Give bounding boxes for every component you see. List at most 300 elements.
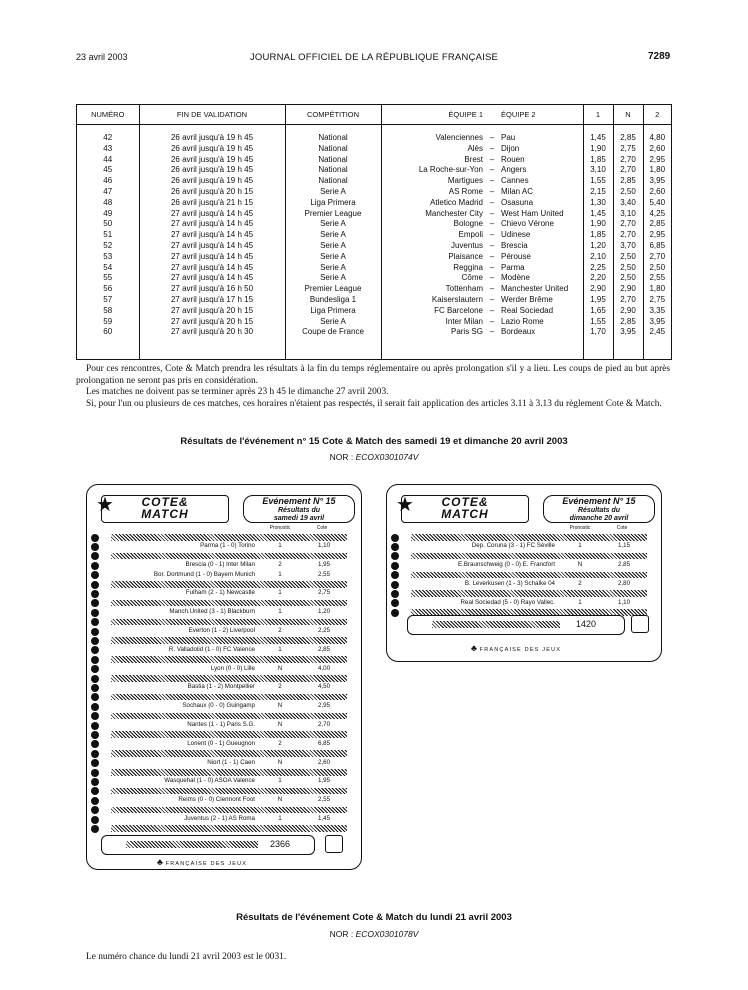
cell-fin-validation: 27 avril jusqu'à 20 h 15 — [139, 317, 285, 328]
hatched-row — [111, 619, 347, 626]
ticket-row — [103, 824, 351, 833]
cell-odds-n: 2,70 — [613, 295, 643, 306]
cote-match-logo — [396, 494, 529, 523]
cell-equipe2: Werder Brême — [501, 294, 553, 304]
cote: 2,60 — [317, 758, 331, 766]
cell-odds-1: 1,85 — [583, 155, 613, 166]
clover-icon: ♣ — [471, 643, 477, 653]
cell-equipe1: Atletico Madrid — [381, 198, 487, 209]
cell-equipe1: FC Barcelone — [381, 306, 487, 317]
cote: 1,95 — [317, 561, 331, 569]
table-row — [77, 295, 671, 306]
ticket-row — [403, 533, 651, 542]
cell-competition: National — [285, 155, 381, 166]
prono: 1 — [578, 542, 582, 550]
nor-reference-2 — [0, 929, 748, 939]
cell-competition: Serie A — [285, 317, 381, 328]
cell-dash: – — [489, 230, 495, 240]
match-result: Lorient (0 - 1) Gueugnon — [187, 739, 255, 747]
cell-odds-1: 1,95 — [583, 295, 613, 306]
row-bullet — [391, 562, 399, 570]
ticket-row — [103, 674, 351, 683]
cell-equipe2: Manchester United — [501, 284, 569, 294]
cote: 6,85 — [317, 739, 331, 747]
ticket-row — [103, 542, 351, 551]
ticket-row — [103, 730, 351, 739]
event-sub-2: dimanche 20 avril — [569, 514, 629, 522]
row-bullet — [91, 562, 99, 570]
cell-equipe1: Empoli — [381, 230, 487, 241]
cell-competition: National — [285, 176, 381, 187]
ticket-row — [103, 787, 351, 796]
cote: 2,95 — [317, 702, 331, 710]
cell-numero: 52 — [103, 240, 113, 250]
row-bullet — [91, 825, 99, 833]
cell-equipe1: Tottenham — [381, 284, 487, 295]
cote: 2,85 — [317, 645, 331, 653]
ticket-code: 2366 — [270, 839, 291, 849]
cell-equipe2: Modène — [501, 273, 530, 283]
match-result: R. Valladolid (1 - 0) FC Valence — [168, 645, 255, 653]
cell-odds-n: 2,70 — [613, 165, 643, 176]
prono: N — [277, 664, 283, 672]
cell-competition: Serie A — [285, 241, 381, 252]
table-row — [77, 284, 671, 295]
cell-equipe2: Bordeaux — [501, 327, 536, 337]
cell-equipe1: Paris SG — [381, 327, 487, 338]
nor-reference-1 — [0, 452, 748, 462]
row-bullet — [91, 684, 99, 692]
cell-competition: National — [285, 165, 381, 176]
row-bullet — [391, 581, 399, 589]
prono: N — [577, 561, 583, 569]
hatched-row — [411, 572, 647, 579]
section-title-monday: Résultats de l'événement Cote & Match du lundi 21 avril 2003 — [236, 912, 512, 923]
cell-dash: – — [489, 133, 495, 142]
cell-odds-2: 3,95 — [643, 176, 671, 187]
cell-numero: 44 — [103, 154, 113, 164]
row-bullet — [91, 599, 99, 607]
cell-equipe2: Rouen — [501, 154, 525, 164]
cell-fin-validation: 27 avril jusqu'à 17 h 15 — [139, 295, 285, 306]
ticket-row — [103, 655, 351, 664]
cell-odds-n: 2,70 — [613, 155, 643, 166]
star-icon: ★ — [96, 494, 115, 516]
cell-odds-n: 2,50 — [613, 252, 643, 263]
table-row — [77, 176, 671, 187]
cell-dash: – — [489, 219, 495, 229]
prono: 1 — [278, 570, 282, 578]
col-header-numero: NUMÉRO — [77, 105, 139, 125]
logo-line-2: MATCH — [141, 507, 189, 521]
cell-numero: 54 — [103, 262, 113, 272]
cell-dash: – — [489, 143, 495, 153]
cell-odds-1: 1,20 — [583, 241, 613, 252]
col-prono: Pronostic — [269, 525, 291, 531]
cell-competition: Serie A — [285, 187, 381, 198]
hatched-row — [111, 675, 347, 682]
cell-fin-validation: 26 avril jusqu'à 20 h 15 — [139, 187, 285, 198]
clover-icon: ♣ — [157, 857, 163, 867]
cell-odds-1: 2,20 — [583, 273, 613, 284]
row-bullet — [91, 712, 99, 720]
cell-odds-2: 2,60 — [643, 144, 671, 155]
cell-numero: 57 — [103, 294, 113, 304]
row-bullet — [91, 618, 99, 626]
prono: 2 — [578, 580, 582, 587]
ticket-row — [403, 580, 651, 589]
cell-equipe2: Angers — [501, 165, 527, 175]
cell-odds-n: 2,70 — [613, 230, 643, 241]
cell-competition: Premier League — [285, 284, 381, 295]
cell-odds-2: 2,60 — [643, 187, 671, 198]
event-box — [243, 495, 355, 523]
table-row — [77, 263, 671, 274]
cote-match-logo — [96, 494, 229, 523]
cell-fin-validation: 27 avril jusqu'à 14 h 45 — [139, 263, 285, 274]
cell-equipe1: Juventus — [381, 241, 487, 252]
match-result: Sochaux (0 - 0) Guingamp — [182, 702, 255, 710]
row-bullet — [91, 797, 99, 805]
cell-fin-validation: 26 avril jusqu'à 21 h 15 — [139, 198, 285, 209]
cell-odds-1: 1,85 — [583, 230, 613, 241]
cell-odds-2: 2,95 — [643, 230, 671, 241]
ticket-row — [103, 561, 351, 570]
hatched-row — [111, 807, 347, 814]
event-title: Evénement N° 15 — [262, 496, 336, 506]
ticket-row — [103, 815, 351, 824]
ticket-row — [103, 683, 351, 692]
row-bullet — [91, 675, 99, 683]
col-cote: Cote — [616, 525, 628, 531]
cell-odds-1: 3,10 — [583, 165, 613, 176]
cell-equipe1: Kaiserslautern — [381, 295, 487, 306]
row-bullet — [391, 571, 399, 579]
cell-competition: Liga Primera — [285, 198, 381, 209]
cell-competition: Serie A — [285, 263, 381, 274]
hatched-row — [111, 769, 347, 776]
row-bullet — [91, 787, 99, 795]
match-result: Bor. Dortmund (1 - 0) Bayern Munich — [153, 570, 255, 578]
fdj-footer — [157, 857, 247, 867]
cell-odds-n: 2,85 — [613, 176, 643, 187]
cell-odds-n: 2,90 — [613, 306, 643, 317]
cote: 2,55 — [317, 796, 331, 804]
cell-numero: 46 — [103, 176, 113, 186]
hatched-row — [111, 600, 347, 607]
ticket-row — [103, 580, 351, 589]
cell-odds-n: 2,85 — [613, 317, 643, 328]
cell-odds-1: 2,15 — [583, 187, 613, 198]
cell-dash: – — [489, 262, 495, 272]
cell-odds-2: 3,95 — [643, 317, 671, 328]
prono: 1 — [278, 815, 282, 822]
cell-equipe1: Manchester City — [381, 209, 487, 220]
row-bullet — [391, 599, 399, 607]
fdj-footer — [471, 643, 561, 653]
cell-dash: – — [489, 294, 495, 304]
cell-equipe1: AS Rome — [381, 187, 487, 198]
ticket-saturday — [86, 484, 362, 870]
cell-fin-validation: 26 avril jusqu'à 19 h 45 — [139, 125, 285, 144]
logo-line-1: COTE& — [141, 495, 189, 509]
prono: 2 — [278, 739, 282, 747]
cell-numero: 53 — [103, 251, 113, 261]
prono: 2 — [278, 683, 282, 691]
col-prono: Pronostic — [569, 525, 591, 531]
cell-odds-1: 1,55 — [583, 176, 613, 187]
table-row — [77, 317, 671, 328]
cell-fin-validation: 27 avril jusqu'à 14 h 45 — [139, 252, 285, 263]
cell-odds-n: 2,50 — [613, 187, 643, 198]
cote: 2,55 — [317, 570, 331, 578]
prono: 1 — [278, 589, 282, 597]
hatched-row — [111, 713, 347, 720]
cell-odds-n: 3,95 — [613, 327, 643, 338]
cell-numero: 47 — [103, 186, 113, 196]
match-result: Niort (1 - 1) Caen — [207, 758, 255, 766]
cell-odds-1: 1,45 — [583, 209, 613, 220]
row-bullet — [91, 609, 99, 617]
cell-equipe2: Chievo Vérone — [501, 219, 554, 229]
hatched-row — [411, 553, 647, 560]
match-result: Nantes (1 - 1) Paris S.G. — [187, 721, 255, 728]
cell-dash: – — [489, 316, 495, 326]
cell-dash: – — [489, 305, 495, 315]
hatched-row — [111, 637, 347, 644]
cell-odds-2: 2,50 — [643, 263, 671, 274]
row-bullet — [91, 703, 99, 711]
row-bullet — [391, 609, 399, 617]
terminal-icon — [631, 615, 649, 633]
event-sub-2: samedi 19 avril — [273, 514, 325, 522]
row-bullet — [91, 571, 99, 579]
hatched-row — [111, 581, 347, 588]
cell-fin-validation: 26 avril jusqu'à 19 h 45 — [139, 165, 285, 176]
terminal-icon — [325, 835, 343, 853]
row-bullet — [91, 750, 99, 758]
odds-table — [76, 104, 672, 360]
col-header-n: N — [613, 105, 643, 125]
ticket-sunday — [386, 484, 662, 662]
row-bullet — [91, 590, 99, 598]
match-result: Real Sociedad (5 - 0) Rayo Vallec. — [460, 598, 555, 606]
cell-competition: Bundesliga 1 — [285, 295, 381, 306]
row-bullet — [91, 806, 99, 814]
cote: 1,10 — [317, 542, 331, 550]
cell-fin-validation: 26 avril jusqu'à 19 h 45 — [139, 144, 285, 155]
match-result: Reims (0 - 0) Clermont Foot — [178, 796, 255, 804]
cell-numero: 45 — [103, 165, 113, 175]
cote: 2,80 — [617, 580, 631, 587]
cell-odds-1: 2,90 — [583, 284, 613, 295]
hatched-row — [111, 788, 347, 795]
cell-odds-2: 2,45 — [643, 327, 671, 338]
cell-numero: 58 — [103, 305, 113, 315]
row-bullet — [391, 590, 399, 598]
table-row — [77, 198, 671, 209]
cell-numero: 42 — [103, 133, 113, 142]
cell-odds-2: 2,55 — [643, 273, 671, 284]
ticket-row — [103, 712, 351, 721]
code-hatch — [126, 841, 258, 848]
row-bullet — [91, 656, 99, 664]
match-result: Brescia (0 - 1) Inter Milan — [185, 561, 255, 569]
ticket-row — [103, 777, 351, 786]
row-bullet — [91, 543, 99, 551]
match-result: Dep. Coruna (3 - 1) FC Séville — [471, 542, 555, 550]
cell-competition: Coupe de France — [285, 327, 381, 338]
row-bullet — [91, 637, 99, 645]
cell-equipe1: Alès — [381, 144, 487, 155]
cell-odds-2: 2,75 — [643, 295, 671, 306]
ticket-row — [103, 608, 351, 617]
row-bullet — [91, 646, 99, 654]
cell-dash: – — [489, 240, 495, 250]
hatched-row — [111, 534, 347, 541]
cell-fin-validation: 27 avril jusqu'à 14 h 45 — [139, 209, 285, 220]
logo-line-1: COTE& — [441, 495, 489, 509]
ticket-row — [103, 627, 351, 636]
ticket-row — [403, 552, 651, 561]
row-bullet — [91, 552, 99, 560]
row-bullet — [91, 693, 99, 701]
match-result: Wasquehal (1 - 0) ASOA Valence — [164, 777, 255, 785]
ticket-row — [103, 693, 351, 702]
cell-numero: 55 — [103, 273, 113, 283]
cell-odds-2: 4,25 — [643, 209, 671, 220]
cell-odds-2: 2,95 — [643, 155, 671, 166]
cell-odds-n: 3,10 — [613, 209, 643, 220]
logo-line-2: MATCH — [441, 507, 489, 521]
cell-odds-1: 1,90 — [583, 219, 613, 230]
prono: 2 — [278, 561, 282, 569]
ticket-row — [103, 759, 351, 768]
cote: 1,10 — [617, 598, 631, 606]
ticket-row — [103, 636, 351, 645]
ticket-row — [403, 571, 651, 580]
table-row — [77, 187, 671, 198]
cell-equipe1: Plaisance — [381, 252, 487, 263]
cell-equipe2: Pérouse — [501, 251, 531, 261]
table-row — [77, 241, 671, 252]
ticket-row — [103, 806, 351, 815]
cote: 4,00 — [317, 664, 331, 672]
row-bullet — [91, 722, 99, 730]
cell-numero: 48 — [103, 197, 113, 207]
cell-odds-2: 4,80 — [643, 125, 671, 144]
ticket-row — [103, 702, 351, 711]
cell-dash: – — [489, 154, 495, 164]
cell-dash: – — [489, 284, 495, 294]
prono: N — [277, 758, 283, 766]
prono: N — [277, 702, 283, 710]
cell-odds-n: 2,70 — [613, 219, 643, 230]
row-bullet — [91, 581, 99, 589]
cell-odds-2: 5,40 — [643, 198, 671, 209]
table-row — [77, 219, 671, 230]
match-result: Juventus (2 - 1) AS Roma — [184, 815, 255, 822]
hatched-row — [111, 825, 347, 832]
cell-equipe2: Brescia — [501, 240, 528, 250]
cell-odds-2: 3,35 — [643, 306, 671, 317]
section-title-event-15: Résultats de l'événement n° 15 Cote & Match des samedi 19 et dimanche 20 avril 2003 — [180, 436, 568, 447]
lucky-number-text: Le numéro chance du lundi 21 avril 2003 est le 0031. — [86, 952, 287, 962]
ticket-row — [103, 768, 351, 777]
cell-odds-n: 2,85 — [613, 125, 643, 144]
col-header-fin-validation: FIN DE VALIDATION — [139, 105, 285, 125]
cell-odds-n: 3,40 — [613, 198, 643, 209]
col-cote: Cote — [316, 525, 328, 531]
ticket-code: 1420 — [576, 619, 597, 629]
ticket-row — [103, 796, 351, 805]
row-bullet — [391, 534, 399, 542]
ticket-row — [103, 749, 351, 758]
match-result: Everton (1 - 2) Liverpool — [188, 627, 255, 634]
match-result: Lyon (0 - 0) Lille — [210, 664, 255, 672]
cell-equipe2: Osasuna — [501, 197, 534, 207]
cell-numero: 50 — [103, 219, 113, 229]
cell-equipe1: Martigues — [381, 176, 487, 187]
prono: 1 — [278, 777, 282, 785]
ticket-row — [103, 589, 351, 598]
row-bullet — [91, 740, 99, 748]
cell-numero: 43 — [103, 143, 113, 153]
cote: 2,85 — [617, 561, 631, 569]
cell-competition: Premier League — [285, 209, 381, 220]
fdj-footer-text: FRANÇAISE DES JEUX — [165, 861, 248, 867]
row-bullet — [391, 543, 399, 551]
hatched-row — [111, 750, 347, 757]
cell-numero: 60 — [103, 327, 113, 337]
table-row — [77, 144, 671, 155]
cote: 1,15 — [617, 542, 631, 550]
hatched-row — [111, 553, 347, 560]
cell-equipe2: Dijon — [501, 143, 520, 153]
cell-numero: 56 — [103, 284, 113, 294]
nor-label: NOR : — [329, 929, 354, 939]
ticket-row — [103, 646, 351, 655]
ticket-row — [103, 618, 351, 627]
cell-equipe1: Bologne — [381, 219, 487, 230]
row-bullet — [91, 759, 99, 767]
cell-fin-validation: 27 avril jusqu'à 14 h 45 — [139, 241, 285, 252]
cell-equipe2: Cannes — [501, 176, 529, 186]
cell-equipe2: Lazio Rome — [501, 316, 544, 326]
table-row — [77, 165, 671, 176]
ticket-row — [103, 665, 351, 674]
match-result: E.Braunschweig (0 - 0) E. Francfort — [458, 561, 555, 569]
cell-odds-2: 2,70 — [643, 252, 671, 263]
ticket-row — [403, 561, 651, 570]
code-box — [407, 615, 625, 635]
cote: 4,50 — [317, 683, 331, 691]
row-bullet — [91, 534, 99, 542]
col-header-equipe1: ÉQUIPE 1 — [381, 105, 487, 125]
cote: 2,25 — [317, 627, 331, 634]
cell-odds-2: 1,80 — [643, 165, 671, 176]
cell-odds-2: 2,85 — [643, 219, 671, 230]
cell-competition: Serie A — [285, 252, 381, 263]
cell-fin-validation: 27 avril jusqu'à 20 h 30 — [139, 327, 285, 338]
cell-competition: Serie A — [285, 219, 381, 230]
cell-equipe1: Côme — [381, 273, 487, 284]
cell-equipe1: Inter Milan — [381, 317, 487, 328]
cell-dash: – — [489, 165, 495, 175]
hatched-row — [411, 590, 647, 597]
cell-fin-validation: 27 avril jusqu'à 14 h 45 — [139, 273, 285, 284]
cell-equipe1: La Roche-sur-Yon — [381, 165, 487, 176]
